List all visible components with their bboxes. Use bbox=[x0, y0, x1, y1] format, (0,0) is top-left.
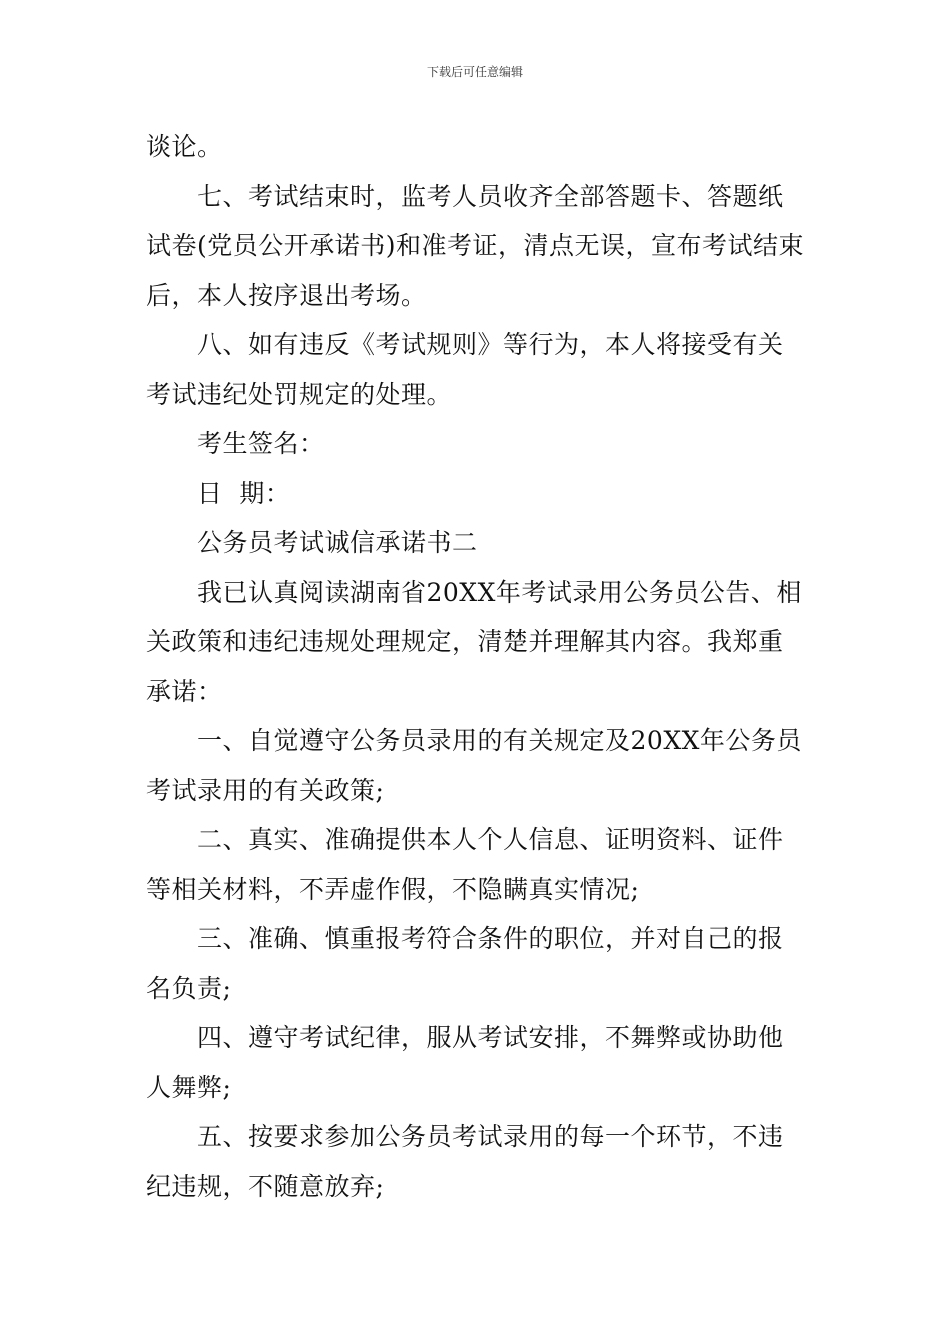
paragraph: 四、遵守考试纪律，服从考试安排，不舞弊或协助他人舞弊; bbox=[146, 1023, 784, 1102]
paragraph: 五、按要求参加公务员考试录用的每一个环节，不违纪违规，不随意放弃; bbox=[146, 1122, 784, 1201]
paragraph: 七、考试结束时，监考人员收齐全部答题卡、答题纸试卷(党员公开承诺书)和准考证，清点无误，宣布考试结束后，本人按序退出考场。 bbox=[146, 181, 805, 310]
section-title: 公务员考试诚信承诺书二 bbox=[197, 528, 478, 557]
paragraph: 八、如有违反《考试规则》等行为，本人将接受有关考试违纪处罚规定的处理。 bbox=[146, 330, 784, 409]
paragraph: 一、自觉遵守公务员录用的有关规定及20XX年公务员考试录用的有关政策; bbox=[146, 726, 802, 805]
paragraph: 二、真实、准确提供本人个人信息、证明资料、证件等相关材料，不弄虚作假，不隐瞒真实情况; bbox=[146, 825, 784, 904]
paragraph: 三、准确、慎重报考符合条件的职位，并对自己的报名负责; bbox=[146, 924, 784, 1003]
page-header: 下载后可任意编辑 bbox=[426, 65, 523, 79]
paragraph: 谈论。 bbox=[146, 132, 223, 161]
document-body bbox=[146, 122, 806, 1211]
date-line: 日 期： bbox=[197, 478, 291, 508]
paragraph: 我已认真阅读湖南省20XX年考试录用公务员公告、相关政策和违纪违规处理规定，清楚并理解其内容。我郑重承诺： bbox=[146, 577, 802, 706]
signature-line: 考生签名： bbox=[197, 429, 325, 458]
